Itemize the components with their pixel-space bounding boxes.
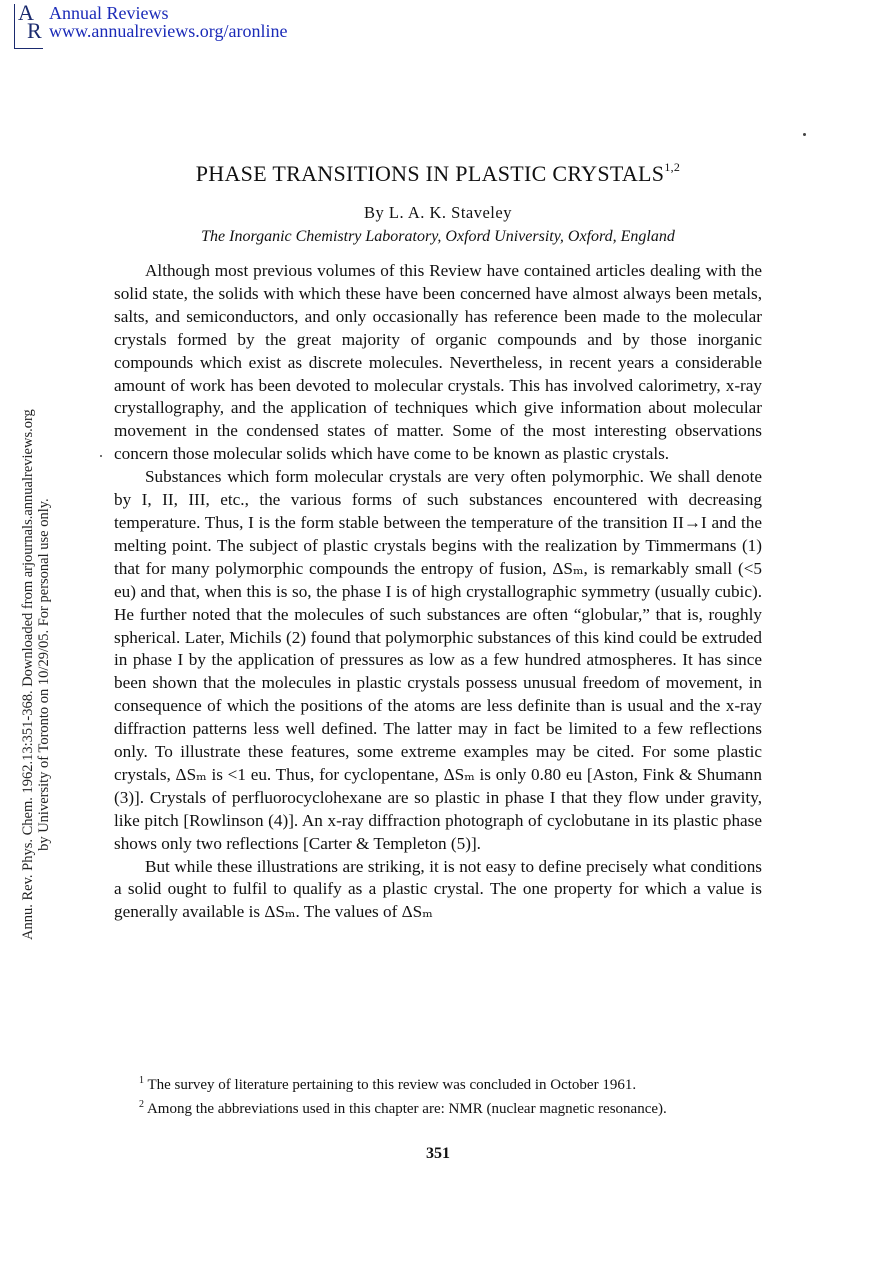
website-link[interactable]: www.annualreviews.org/aronline bbox=[49, 21, 288, 41]
body-paragraph-3: But while these illustrations are striking, it is not easy to define precisely what conditions a solid ought to fulfil to qualify as a plastic crystal. The one property for which a value is generally available is ΔSₘ. The values of ΔSₘ bbox=[114, 856, 762, 922]
scan-speck bbox=[100, 455, 102, 457]
article-title bbox=[0, 160, 876, 187]
header-links bbox=[49, 4, 287, 40]
download-notice-line-1: Annu. Rev. Phys. Chem. 1962.13:351-368. Downloaded from arjournals.annualreviews.org bbox=[20, 409, 36, 940]
page-number: 351 bbox=[426, 1145, 450, 1162]
footnote-1-mark: 1 bbox=[139, 1075, 144, 1086]
publisher-link[interactable]: Annual Reviews bbox=[49, 3, 169, 23]
footnotes bbox=[112, 1071, 762, 1119]
article-author: By L. A. K. Staveley bbox=[364, 203, 512, 222]
download-notice bbox=[20, 409, 52, 940]
download-notice-line-2: by University of Toronto on 10/29/05. For personal use only. bbox=[36, 498, 52, 851]
journal-header bbox=[14, 0, 288, 49]
article-title-text: PHASE TRANSITIONS IN PLASTIC CRYSTALS bbox=[195, 161, 665, 186]
footnote-1-text: The survey of literature pertaining to this review was concluded in October 1961. bbox=[147, 1077, 637, 1093]
footnote-1 bbox=[112, 1071, 762, 1095]
footnote-2-mark: 2 bbox=[139, 1099, 144, 1110]
article-body bbox=[114, 260, 762, 924]
author-affiliation: The Inorganic Chemistry Laboratory, Oxford University, Oxford, England bbox=[201, 228, 675, 245]
footnote-2 bbox=[112, 1095, 762, 1119]
footnote-2-text: Among the abbreviations used in this chapter are: NMR (nuclear magnetic resonance). bbox=[146, 1101, 667, 1117]
body-paragraph-1: Although most previous volumes of this Review have contained articles dealing with the solid state, the solids with which these have been concerned have almost always been metals, salts, and semiconductors, and only occasionally has reference been made to the molecular crystals formed by the great majority of organic compounds and by those inorganic compounds which exist as discrete molecules. Nevertheless, in recent years a considerable amount of work has been devoted to molecular crystals. This has involved calorimetry, x-ray crystallography, and the application of techniques which give information about molecular movement in the condensed states of matter. Some of the most interesting observations concern those molecular solids which have come to be known as plastic crystals. bbox=[114, 261, 762, 464]
scan-speck bbox=[803, 133, 806, 136]
body-paragraph-2: Substances which form molecular crystals are very often polymorphic. We shall denote by I, II, III, etc., the various forms of such substances encountered with decreasing temperature. Thus, I is the form stable between the temperature of the transition II→I and the melting point. The subject of plastic crystals begins with the realization by Timmermans (1) that for many polymorphic compounds the entropy of fusion, ΔSₘ, is remarkably small (<5 eu) and that, when this is so, the phase I is of high crystallographic symmetry (usually cubic). He further noted that the molecules of such substances are often “globular,” that is, roughly spherical. Later, Michils (2) found that polymorphic substances of this kind could be extruded in phase I by the application of pressures as low as a few hundred atmospheres. It has since been shown that the molecules in plastic crystals possess unusual freedom of movement, in consequence of which the positions of the atoms are less definite than is usual and the x-ray diffraction patterns less well defined. The latter may in fact be limited to a few reflections only. To illustrate these features, some extreme examples may be cited. For some plastic crystals, ΔSₘ is <1 eu. Thus, for cyclopentane, ΔSₘ is only 0.80 eu [Aston, Fink & Shumann (3)]. Crystals of perfluorocyclohexane are so plastic in phase I that they flow under gravity, like pitch [Rowlinson (4)]. An x-ray diffraction photograph of cyclobutane in its plastic phase shows only two reflections [Carter & Templeton (5)]. bbox=[114, 467, 762, 853]
annual-reviews-logo: A R bbox=[14, 4, 43, 49]
title-footnote-marks: 1,2 bbox=[664, 160, 681, 174]
